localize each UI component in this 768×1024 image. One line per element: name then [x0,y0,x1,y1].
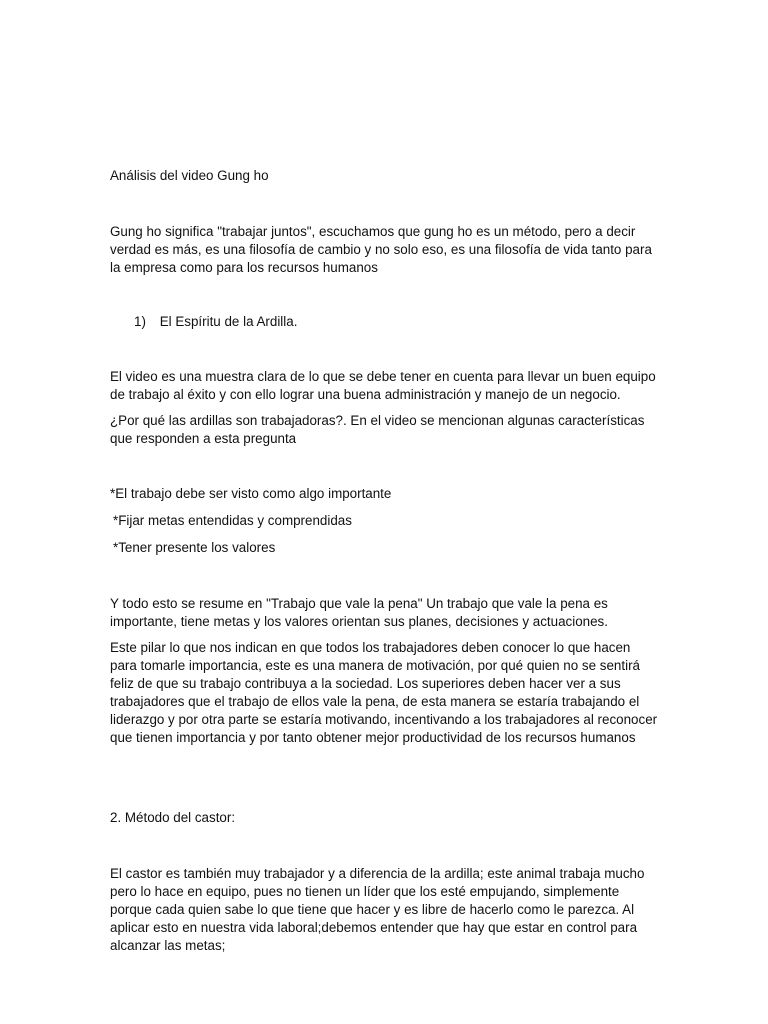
bullet-item: *Fijar metas entendidas y comprendidas [113,513,352,528]
paragraph-resumen: Y todo esto se resume en "Trabajo que vale la pena" Un trabajo que vale la pena es importante, tiene metas y los valores orientan sus planes, decisiones y actuaciones. [110,596,608,629]
document-title: Análisis del video Gung ho [110,168,269,183]
bullet-item: *Tener presente los valores [113,540,276,555]
section-number: 1) [134,314,146,329]
paragraph-pilar: Este pilar lo que nos indican en que todos los trabajadores deben conocer lo que hacen para tomarle importancia, este es una manera de motivación, por qué quien no se sentirá feliz de que su trabajo contribuya a la sociedad. Los superiores deben hacer ver a sus trabajadores que el trabajo de ellos vale la pena, de esta manera se estaría trabajando el liderazgo y por otra parte se estaría motivando, incentivando a los trabajadores al reconocer que tienen importancia y por tanto obtener mejor productividad de los recursos humanos [110,640,658,745]
paragraph-equipo: El video es una muestra clara de lo que se debe tener en cuenta para llevar un buen equipo de trabajo al éxito y con ello lograr una buena administración y manejo de un negocio. [110,369,656,402]
section-heading-text: El Espíritu de la Ardilla. [159,314,298,329]
bullet-item: *El trabajo debe ser visto como algo importante [110,486,392,501]
section-heading-castor: 2. Método del castor: [110,810,236,825]
intro-paragraph: Gung ho significa "trabajar juntos", escuchamos que gung ho es un método, pero a decir verdad es más, es una filosofía de cambio y no solo eso, es una filosofía de vida tanto para la empresa como para los recursos humanos [110,224,652,275]
section-heading-ardilla [134,313,682,331]
paragraph-castor: El castor es también muy trabajador y a diferencia de la ardilla; este animal trabaja mucho pero lo hace en equipo, pues no tienen un líder que los esté empujando, simplemente porque cada quien sabe lo que tiene que hacer y es libre de hacerlo como le parezca. Al aplicar esto en nuestra vida laboral;debemos entender que hay que estar en control para alcanzar las metas; [110,866,645,953]
paragraph-pregunta: ¿Por qué las ardillas son trabajadoras?. En el video se mencionan algunas características que responden a esta pregunta [110,413,645,446]
